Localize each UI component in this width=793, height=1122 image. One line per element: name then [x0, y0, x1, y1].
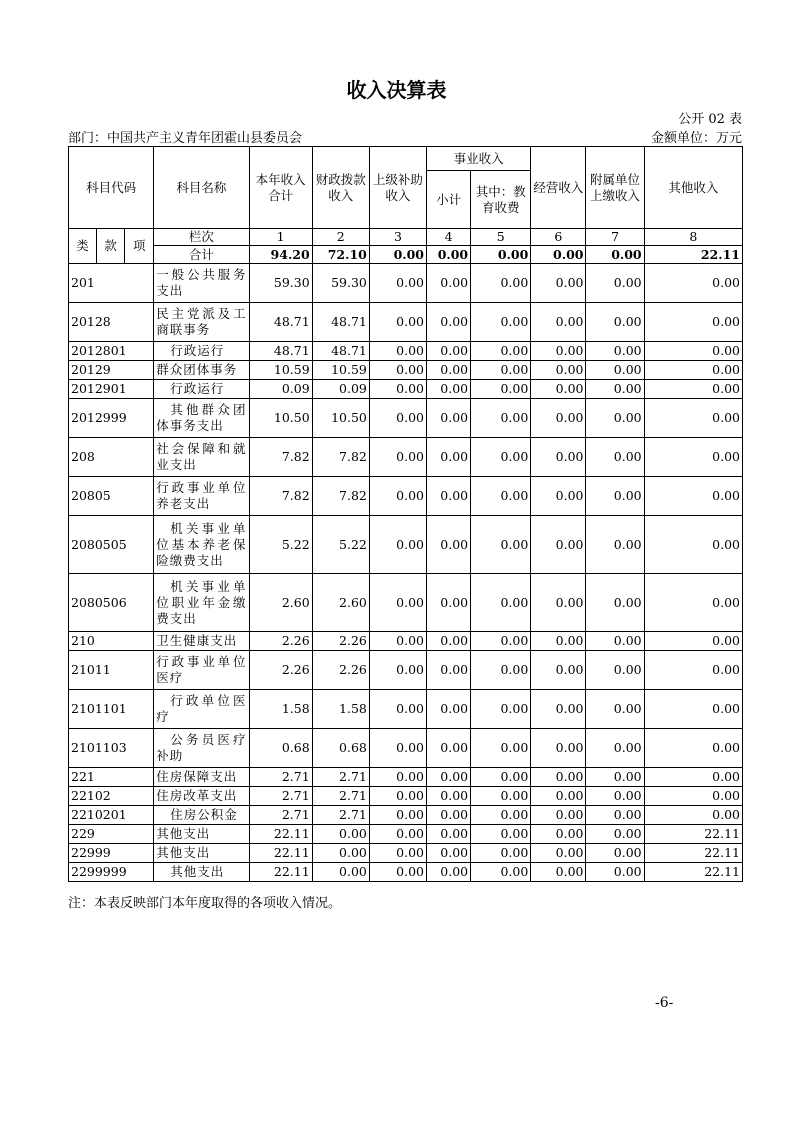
header-operating: 经营收入 [531, 147, 586, 229]
amount-cell: 0.00 [369, 632, 426, 651]
amount-cell: 0.00 [312, 844, 369, 863]
footnote: 注：本表反映部门本年度取得的各项收入情况。 [68, 896, 342, 911]
amount-cell: 0.00 [586, 342, 644, 361]
table-row [69, 787, 743, 806]
subject-name-cell: 住房改革支出 [154, 787, 249, 806]
subject-code-cell: 208 [69, 438, 154, 477]
col-num-1: 1 [249, 229, 312, 246]
amount-cell: 0.00 [471, 806, 531, 825]
amount-cell: 0.00 [369, 380, 426, 399]
amount-cell: 0.00 [369, 438, 426, 477]
amount-cell: 59.30 [249, 264, 312, 303]
amount-cell: 2.26 [312, 651, 369, 690]
amount-cell: 0.00 [471, 303, 531, 342]
amount-cell: 0.00 [427, 844, 471, 863]
subject-name-cell: 卫生健康支出 [154, 632, 249, 651]
header-other: 其他收入 [644, 147, 742, 229]
amount-cell: 0.00 [644, 516, 742, 574]
subject-code-cell: 2299999 [69, 863, 154, 882]
amount-cell: 0.00 [586, 303, 644, 342]
header-subtotal: 小计 [427, 171, 471, 229]
amount-cell: 0.00 [369, 787, 426, 806]
amount-cell: 0.00 [586, 516, 644, 574]
header-subject-name: 科目名称 [154, 147, 249, 229]
header-class: 类 [69, 229, 97, 264]
col-num-4: 4 [427, 229, 471, 246]
header-business-income: 事业收入 [427, 147, 531, 171]
amount-cell: 1.58 [312, 690, 369, 729]
amount-cell: 0.00 [586, 863, 644, 882]
amount-cell: 0.00 [531, 477, 586, 516]
total-value: 0.00 [369, 246, 426, 264]
amount-cell: 0.09 [249, 380, 312, 399]
amount-cell: 0.00 [427, 787, 471, 806]
subject-name-cell: 行政事业单位医疗 [154, 651, 249, 690]
amount-cell: 0.00 [586, 438, 644, 477]
amount-cell: 0.00 [427, 516, 471, 574]
amount-cell: 0.00 [427, 342, 471, 361]
amount-cell: 0.00 [427, 825, 471, 844]
subject-code-cell: 2080506 [69, 574, 154, 632]
header-subject-code: 科目代码 [69, 147, 154, 229]
amount-cell: 0.00 [644, 477, 742, 516]
subject-code-cell: 20128 [69, 303, 154, 342]
amount-cell: 2.71 [312, 787, 369, 806]
subject-name-cell: 行政事业单位养老支出 [154, 477, 249, 516]
amount-cell: 0.00 [427, 477, 471, 516]
amount-cell: 0.00 [369, 806, 426, 825]
amount-cell: 0.00 [312, 863, 369, 882]
header-total-income: 本年收入合计 [249, 147, 312, 229]
amount-cell: 0.00 [644, 690, 742, 729]
subject-code-cell: 210 [69, 632, 154, 651]
amount-cell: 0.00 [586, 632, 644, 651]
amount-cell: 0.00 [531, 768, 586, 787]
table-row [69, 806, 743, 825]
amount-cell: 22.11 [644, 863, 742, 882]
amount-cell: 0.00 [369, 516, 426, 574]
amount-cell: 0.00 [369, 825, 426, 844]
amount-cell: 0.00 [427, 399, 471, 438]
department-label: 部门：中国共产主义青年团霍山县委员会 [68, 131, 303, 146]
subject-code-cell: 2101103 [69, 729, 154, 768]
page-title: 收入决算表 [346, 78, 447, 102]
subject-code-cell: 2012999 [69, 399, 154, 438]
amount-cell: 22.11 [644, 825, 742, 844]
amount-cell: 0.00 [471, 787, 531, 806]
amount-cell: 0.00 [427, 806, 471, 825]
amount-cell: 0.00 [369, 690, 426, 729]
amount-cell: 0.00 [427, 863, 471, 882]
amount-cell: 0.00 [471, 729, 531, 768]
amount-cell: 0.00 [644, 399, 742, 438]
amount-cell: 10.50 [249, 399, 312, 438]
total-value: 72.10 [312, 246, 369, 264]
page-number: -6- [655, 995, 674, 1011]
amount-cell: 0.00 [427, 264, 471, 303]
table-row [69, 632, 743, 651]
amount-cell: 48.71 [312, 342, 369, 361]
header-row-1 [69, 147, 743, 171]
amount-cell: 0.00 [471, 264, 531, 303]
amount-cell: 0.00 [531, 380, 586, 399]
amount-cell: 0.00 [369, 399, 426, 438]
amount-cell: 7.82 [249, 477, 312, 516]
subject-name-cell: 其他支出 [154, 863, 249, 882]
subject-code-cell: 2012801 [69, 342, 154, 361]
header-education-fee: 其中：教育收费 [471, 171, 531, 229]
amount-cell: 1.58 [249, 690, 312, 729]
amount-cell: 0.00 [586, 380, 644, 399]
amount-cell: 0.00 [471, 632, 531, 651]
amount-cell: 5.22 [249, 516, 312, 574]
amount-cell: 0.00 [644, 361, 742, 380]
subject-name-cell: 机关事业单位基本养老保险缴费支出 [154, 516, 249, 574]
amount-cell: 2.60 [249, 574, 312, 632]
amount-cell: 0.00 [471, 399, 531, 438]
subject-name-cell: 群众团体事务 [154, 361, 249, 380]
subject-name-cell: 一般公共服务支出 [154, 264, 249, 303]
amount-cell: 0.00 [644, 768, 742, 787]
amount-cell: 0.00 [369, 264, 426, 303]
amount-cell: 0.68 [249, 729, 312, 768]
amount-cell: 0.00 [369, 863, 426, 882]
total-row [69, 246, 743, 264]
table-row [69, 825, 743, 844]
amount-cell: 0.68 [312, 729, 369, 768]
subject-code-cell: 201 [69, 264, 154, 303]
amount-cell: 0.00 [531, 825, 586, 844]
amount-cell: 0.00 [427, 303, 471, 342]
amount-cell: 0.00 [644, 806, 742, 825]
table-row [69, 574, 743, 632]
amount-cell: 0.00 [369, 303, 426, 342]
amount-cell: 0.00 [644, 303, 742, 342]
col-num-8: 8 [644, 229, 742, 246]
amount-cell: 5.22 [312, 516, 369, 574]
amount-cell: 7.82 [312, 438, 369, 477]
amount-cell: 0.09 [312, 380, 369, 399]
amount-cell: 0.00 [644, 787, 742, 806]
amount-cell: 0.00 [644, 632, 742, 651]
amount-cell: 0.00 [471, 342, 531, 361]
subject-code-cell: 2012901 [69, 380, 154, 399]
header-section: 款 [97, 229, 125, 264]
table-row [69, 438, 743, 477]
amount-cell: 0.00 [644, 438, 742, 477]
amount-cell: 22.11 [249, 863, 312, 882]
amount-cell: 0.00 [586, 768, 644, 787]
total-value: 0.00 [427, 246, 471, 264]
amount-cell: 0.00 [586, 787, 644, 806]
amount-cell: 22.11 [249, 825, 312, 844]
subject-code-cell: 221 [69, 768, 154, 787]
amount-cell: 0.00 [471, 361, 531, 380]
table-row [69, 651, 743, 690]
amount-cell: 0.00 [471, 690, 531, 729]
amount-cell: 0.00 [644, 264, 742, 303]
amount-cell: 2.71 [249, 768, 312, 787]
table-row [69, 342, 743, 361]
amount-cell: 0.00 [369, 844, 426, 863]
amount-cell: 10.59 [249, 361, 312, 380]
subject-name-cell: 行政运行 [154, 342, 249, 361]
subject-code-cell: 22102 [69, 787, 154, 806]
col-num-7: 7 [586, 229, 644, 246]
amount-cell: 0.00 [531, 863, 586, 882]
total-value: 94.20 [249, 246, 312, 264]
amount-cell: 0.00 [586, 729, 644, 768]
subject-code-cell: 21011 [69, 651, 154, 690]
amount-cell: 2.26 [249, 651, 312, 690]
amount-cell: 0.00 [427, 438, 471, 477]
amount-cell: 48.71 [249, 303, 312, 342]
amount-cell: 0.00 [531, 264, 586, 303]
header-superior: 上级补助收入 [369, 147, 426, 229]
amount-cell: 0.00 [531, 690, 586, 729]
column-order-row [69, 229, 743, 246]
subject-code-cell: 20129 [69, 361, 154, 380]
subject-name-cell: 民主党派及工商联事务 [154, 303, 249, 342]
amount-cell: 0.00 [471, 380, 531, 399]
amount-cell: 0.00 [531, 806, 586, 825]
amount-cell: 0.00 [531, 438, 586, 477]
subject-code-cell: 2210201 [69, 806, 154, 825]
total-value: 0.00 [586, 246, 644, 264]
subject-name-cell: 机关事业单位职业年金缴费支出 [154, 574, 249, 632]
amount-cell: 0.00 [471, 768, 531, 787]
amount-cell: 0.00 [471, 844, 531, 863]
amount-cell: 0.00 [531, 632, 586, 651]
amount-cell: 0.00 [531, 787, 586, 806]
amount-cell: 0.00 [471, 863, 531, 882]
amount-cell: 0.00 [644, 651, 742, 690]
amount-cell: 2.71 [249, 806, 312, 825]
amount-cell: 2.71 [312, 806, 369, 825]
subject-name-cell: 行政运行 [154, 380, 249, 399]
subject-name-cell: 行政单位医疗 [154, 690, 249, 729]
amount-cell: 7.82 [249, 438, 312, 477]
amount-cell: 0.00 [644, 380, 742, 399]
subject-name-cell: 其他支出 [154, 844, 249, 863]
amount-cell: 0.00 [531, 516, 586, 574]
amount-cell: 0.00 [471, 651, 531, 690]
amount-cell: 0.00 [586, 574, 644, 632]
income-table [68, 146, 743, 882]
amount-cell: 0.00 [471, 516, 531, 574]
amount-cell: 0.00 [531, 844, 586, 863]
amount-cell: 0.00 [427, 632, 471, 651]
amount-cell: 0.00 [369, 651, 426, 690]
amount-cell: 0.00 [427, 768, 471, 787]
total-value: 22.11 [644, 246, 742, 264]
total-value: 0.00 [471, 246, 531, 264]
amount-cell: 7.82 [312, 477, 369, 516]
amount-cell: 2.26 [249, 632, 312, 651]
subject-name-cell: 社会保障和就业支出 [154, 438, 249, 477]
amount-cell: 48.71 [312, 303, 369, 342]
amount-cell: 0.00 [586, 825, 644, 844]
table-row [69, 844, 743, 863]
table-row [69, 768, 743, 787]
subject-name-cell: 公务员医疗补助 [154, 729, 249, 768]
amount-cell: 0.00 [586, 399, 644, 438]
amount-cell: 0.00 [644, 342, 742, 361]
amount-cell: 0.00 [369, 768, 426, 787]
amount-cell: 0.00 [644, 729, 742, 768]
table-row [69, 380, 743, 399]
table-row [69, 303, 743, 342]
amount-cell: 0.00 [427, 361, 471, 380]
amount-cell: 0.00 [586, 651, 644, 690]
amount-cell: 0.00 [427, 574, 471, 632]
amount-cell: 0.00 [586, 264, 644, 303]
amount-cell: 0.00 [531, 361, 586, 380]
table-row [69, 264, 743, 303]
amount-cell: 22.11 [249, 844, 312, 863]
amount-cell: 0.00 [471, 438, 531, 477]
total-label: 合计 [154, 246, 249, 264]
amount-cell: 0.00 [531, 303, 586, 342]
amount-cell: 0.00 [471, 825, 531, 844]
form-code: 公开 02 表 [678, 112, 742, 127]
unit-label: 金额单位：万元 [650, 131, 742, 146]
col-num-6: 6 [531, 229, 586, 246]
col-num-2: 2 [312, 229, 369, 246]
amount-cell: 0.00 [531, 342, 586, 361]
table-row [69, 690, 743, 729]
amount-cell: 10.59 [312, 361, 369, 380]
amount-cell: 0.00 [312, 825, 369, 844]
table-row [69, 361, 743, 380]
amount-cell: 0.00 [531, 399, 586, 438]
subject-code-cell: 2080505 [69, 516, 154, 574]
amount-cell: 2.71 [249, 787, 312, 806]
amount-cell: 0.00 [531, 574, 586, 632]
amount-cell: 0.00 [369, 361, 426, 380]
amount-cell: 0.00 [586, 690, 644, 729]
table-row [69, 477, 743, 516]
amount-cell: 0.00 [427, 651, 471, 690]
total-value: 0.00 [531, 246, 586, 264]
col-num-5: 5 [471, 229, 531, 246]
amount-cell: 59.30 [312, 264, 369, 303]
amount-cell: 10.50 [312, 399, 369, 438]
header-item: 项 [125, 229, 154, 264]
amount-cell: 0.00 [586, 477, 644, 516]
amount-cell: 2.71 [312, 768, 369, 787]
amount-cell: 0.00 [586, 361, 644, 380]
table-row [69, 863, 743, 882]
amount-cell: 0.00 [369, 477, 426, 516]
amount-cell: 0.00 [427, 380, 471, 399]
subject-name-cell: 其他支出 [154, 825, 249, 844]
amount-cell: 0.00 [427, 729, 471, 768]
amount-cell: 0.00 [369, 729, 426, 768]
subject-name-cell: 其他群众团体事务支出 [154, 399, 249, 438]
amount-cell: 0.00 [586, 806, 644, 825]
col-num-3: 3 [369, 229, 426, 246]
subject-name-cell: 住房保障支出 [154, 768, 249, 787]
amount-cell: 0.00 [471, 574, 531, 632]
amount-cell: 0.00 [369, 574, 426, 632]
amount-cell: 0.00 [586, 844, 644, 863]
table-row [69, 729, 743, 768]
header-column-order: 栏次 [154, 229, 249, 246]
amount-cell: 0.00 [531, 651, 586, 690]
amount-cell: 0.00 [369, 342, 426, 361]
amount-cell: 2.26 [312, 632, 369, 651]
header-fiscal: 财政拨款收入 [312, 147, 369, 229]
amount-cell: 22.11 [644, 844, 742, 863]
amount-cell: 0.00 [531, 729, 586, 768]
table-row [69, 399, 743, 438]
amount-cell: 2.60 [312, 574, 369, 632]
header-affiliate: 附属单位上缴收入 [586, 147, 644, 229]
subject-code-cell: 2101101 [69, 690, 154, 729]
subject-code-cell: 20805 [69, 477, 154, 516]
subject-name-cell: 住房公积金 [154, 806, 249, 825]
subject-code-cell: 22999 [69, 844, 154, 863]
amount-cell: 0.00 [471, 477, 531, 516]
table-row [69, 516, 743, 574]
subject-code-cell: 229 [69, 825, 154, 844]
amount-cell: 48.71 [249, 342, 312, 361]
amount-cell: 0.00 [644, 574, 742, 632]
amount-cell: 0.00 [427, 690, 471, 729]
